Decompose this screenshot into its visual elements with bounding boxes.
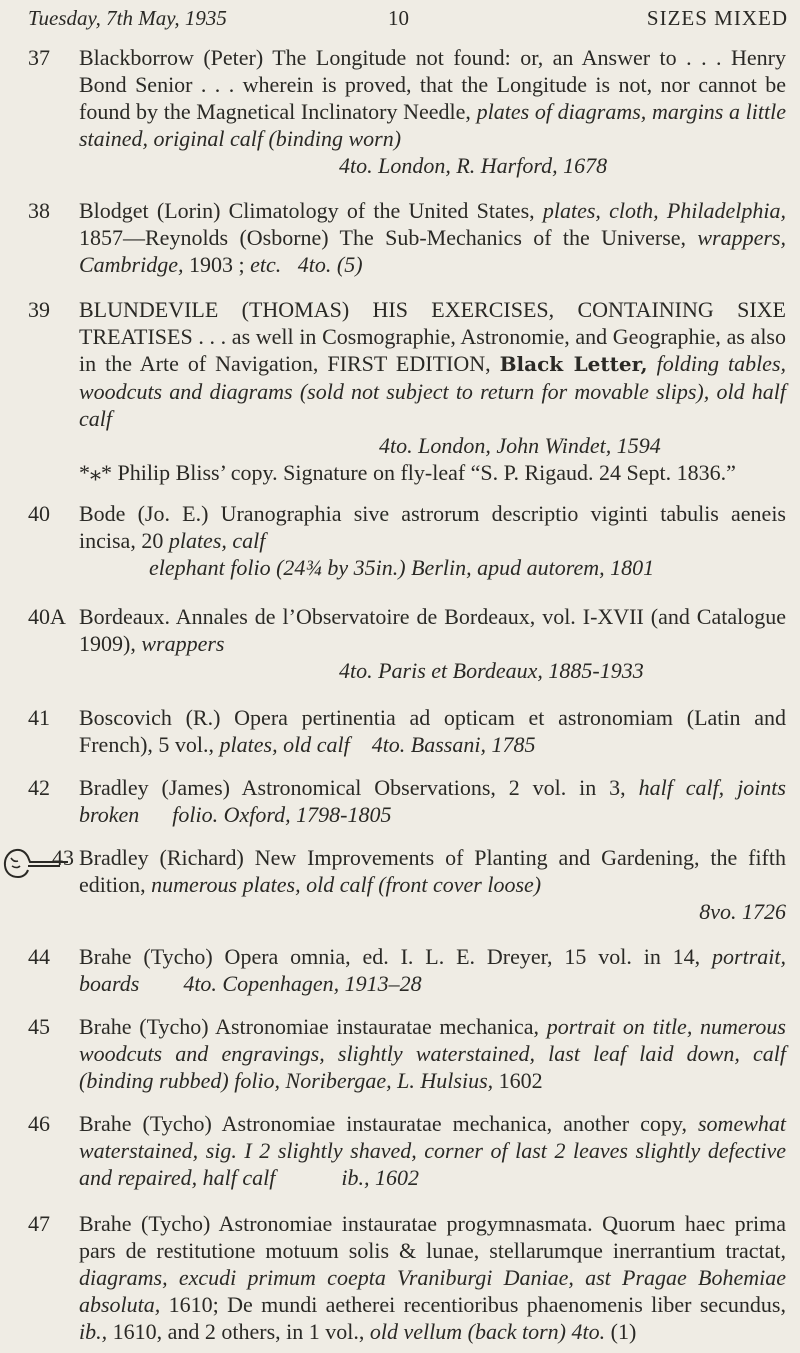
lot-number: 45 — [28, 1014, 50, 1039]
page-number: 10 — [388, 6, 409, 30]
section-title: SIZES MIXED — [646, 6, 788, 30]
lot-description: Bradley (James) Astronomical Observations, 2 vol. in 3, half calf, joints broken folio. Oxford, 1798-1805 — [79, 775, 786, 827]
lot-number: 42 — [28, 775, 50, 800]
lot-number: 46 — [28, 1111, 50, 1136]
lot-number: 43 — [52, 845, 74, 870]
lot-description: Bradley (Richard) New Improvements of Planting and Gardening, the fifth edition, numerous plates, old calf (front cover loose) 8vo. 1726 — [79, 845, 786, 924]
lot-number: 39 — [28, 297, 50, 322]
lot-number: 38 — [28, 198, 50, 223]
lot-number: 40 — [28, 501, 50, 526]
lot-number: 40A — [28, 604, 66, 629]
lot-description: Bode (Jo. E.) Uranographia sive astrorum descriptio viginti tabulis aeneis incisa, 20 plates, calf elephant folio (24¾ by 35in.) Berlin, apud autorem, 1801 — [79, 501, 786, 580]
provenance-note: *⁎* Philip Bliss’ copy. Signature on fly-leaf “S. P. Rigaud. 24 Sept. 1836.” — [79, 460, 736, 485]
lot-number: 37 — [28, 45, 50, 70]
lot-number: 47 — [28, 1211, 50, 1236]
lot-description: Bordeaux. Annales de l’Observatoire de Bordeaux, vol. I-XVII (and Catalogue 1909), wrappers 4to. Paris et Bordeaux, 1885-1933 — [79, 604, 786, 683]
lot-description: Brahe (Tycho) Astronomiae instauratae mechanica, portrait on title, numerous woodcuts and engravings, slightly waterstained, last leaf laid down, calf (binding rubbed) folio, Noribergae, L. Hulsius, 1602 — [79, 1014, 786, 1093]
lot-description: Brahe (Tycho) Astronomiae instauratae progymnasmata. Quorum haec prima pars de restitutione motuum solis & lunae, stellarumque inerrantium tractat, diagrams, excudi primum coepta Vraniburgi Daniae, ast Pragae Bohemiae absoluta, 1610; De mundi aetherei recentioribus phaenomenis liber secundus, ib., 1610, and 2 others, in 1 vol., old vellum (back torn) 4to. (1) — [79, 1211, 786, 1344]
page-header — [28, 6, 788, 36]
lot-number: 41 — [28, 705, 50, 730]
lot-description: Blackborrow (Peter) The Longitude not found: or, an Answer to . . . Henry Bond Senior . . . wherein is proved, that the Longitude is not, nor cannot be found by the Magnetical Inclinatory Needle, plates of diagrams, margins a little stained, original calf (binding worn) 4to. London, R. Harford, 1678 — [79, 45, 786, 178]
lot-description: BLUNDEVILE (THOMAS) HIS EXERCISES, CONTAINING SIXE TREATISES . . . as well in Cosmographie, Astronomie, and Geographie, as also in the Arte of Navigation, FIRST EDITION, Black Letter, folding tables, woodcuts and diagrams (sold not subject to return for movable slips), old half calf 4to. London, John Windet, 1594 *⁎* Philip Bliss’ copy. Signature on fly-leaf “S. P. Rigaud. 24 Sept. 1836.” — [79, 297, 787, 485]
lot-description: Boscovich (R.) Opera pertinentia ad opticam et astronomiam (Latin and French), 5 vol., plates, old calf 4to. Bassani, 1785 — [79, 705, 786, 757]
sale-date: Tuesday, 7th May, 1935 — [28, 6, 227, 30]
lot-description: Blodget (Lorin) Climatology of the United States, plates, cloth, Philadelphia, 1857—Reynolds (Osborne) The Sub-Mechanics of the Universe, wrappers, Cambridge, 1903 ; etc. 4to. (5) — [79, 198, 786, 277]
lot-description: Brahe (Tycho) Astronomiae instauratae mechanica, another copy, somewhat waterstained, sig. I 2 slightly shaved, corner of last 2 leaves slightly defective and repaired, half calf ib., 1602 — [79, 1111, 786, 1190]
lot-number: 44 — [28, 944, 50, 969]
lot-description: Brahe (Tycho) Opera omnia, ed. I. L. E. Dreyer, 15 vol. in 14, portrait, boards 4to. Copenhagen, 1913–28 — [79, 944, 786, 996]
